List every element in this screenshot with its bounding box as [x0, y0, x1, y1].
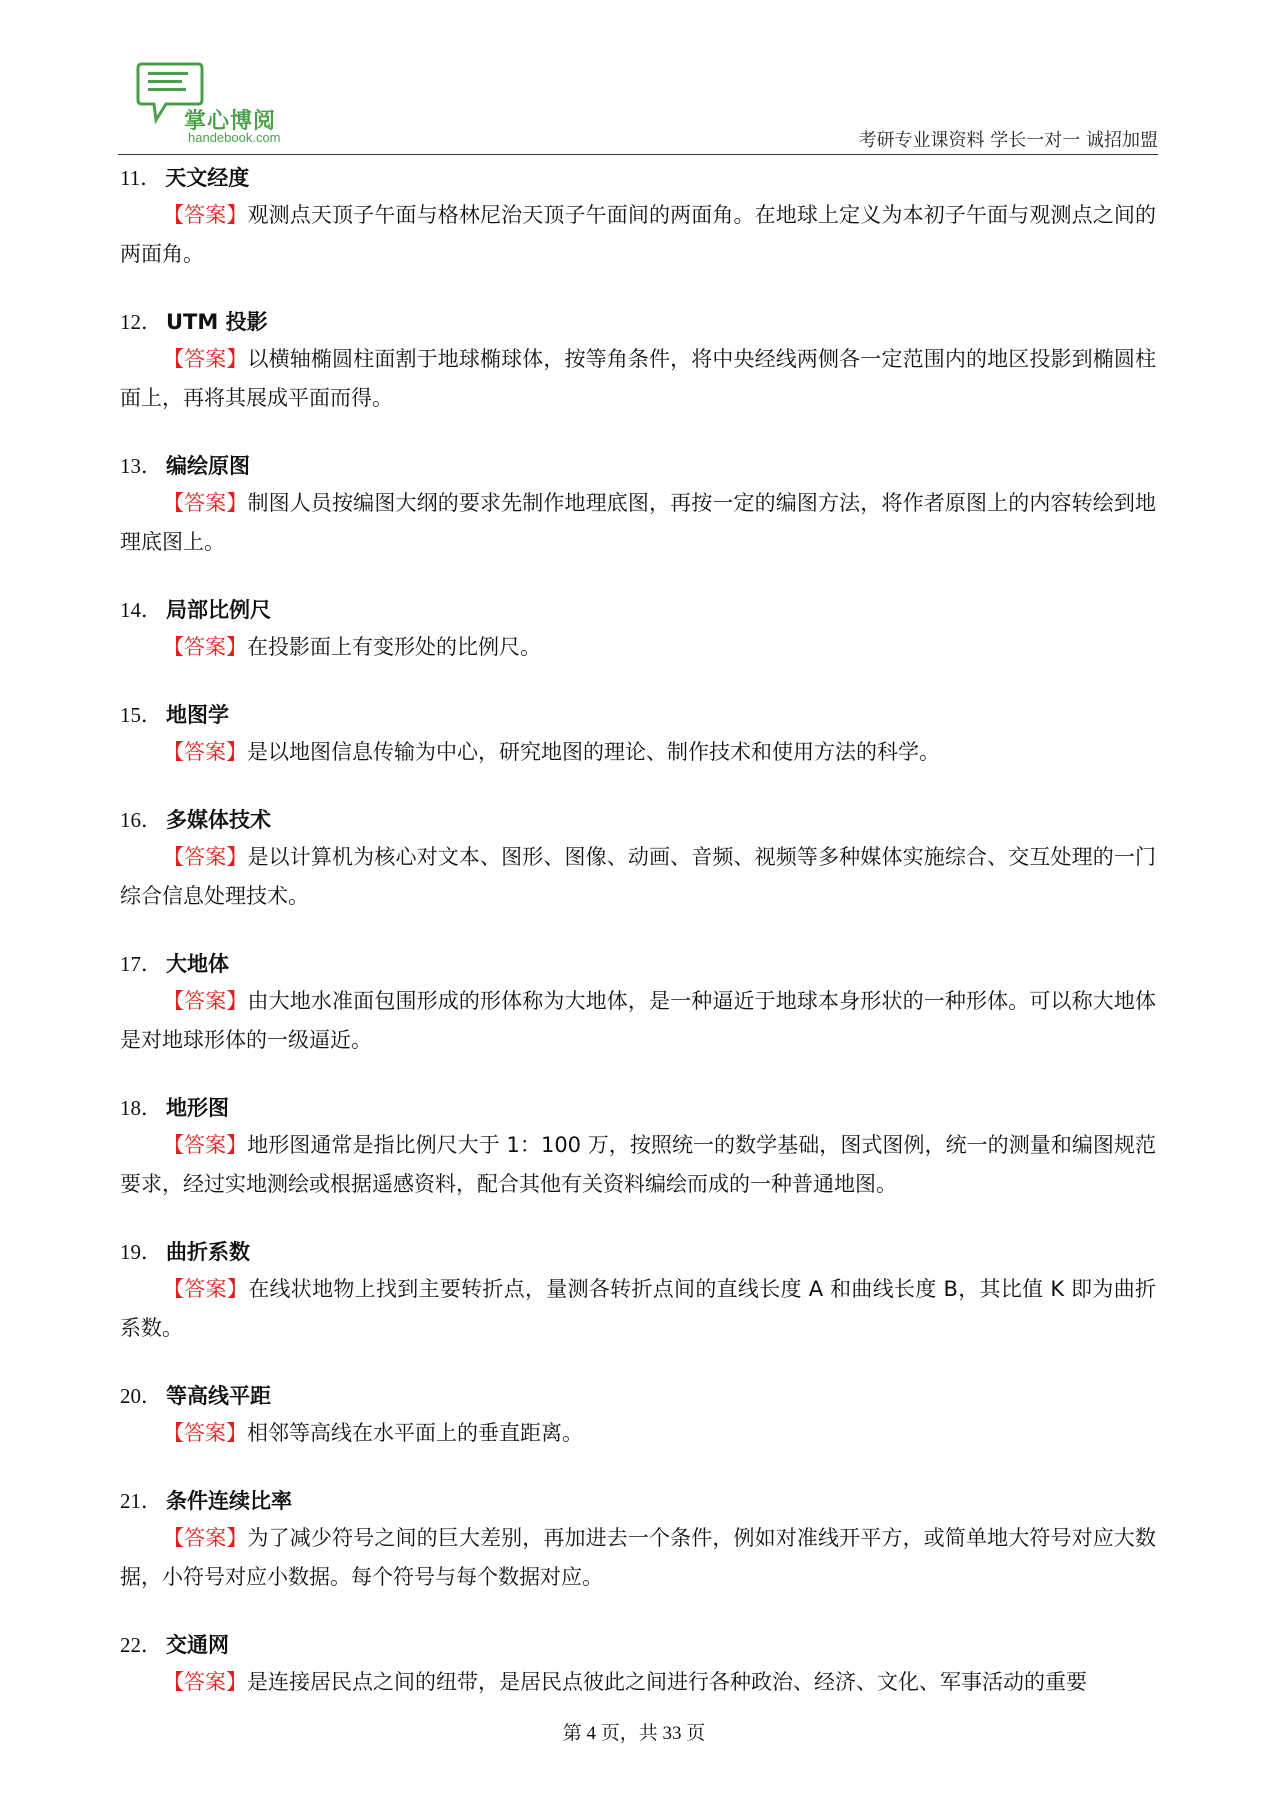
- glossary-entry: [120, 1090, 1156, 1204]
- entry-term-text: 等高线平距: [166, 1384, 271, 1408]
- entry-answer: [120, 340, 1156, 418]
- answer-text: 地形图通常是指比例尺大于 1：100 万，按照统一的数学基础，图式图例，统一的测量和编图规范要求，经过实地测绘或根据遥感资料，配合其他有关资料编绘而成的一种普通地图。: [120, 1133, 1157, 1196]
- entry-term: [120, 160, 1156, 196]
- entry-term-text: UTM 投影: [166, 310, 268, 334]
- glossary-entry: [120, 697, 1156, 772]
- entry-answer: [120, 1126, 1156, 1204]
- answer-text: 在投影面上有变形处的比例尺。: [247, 635, 541, 659]
- entry-term-text: 天文经度: [165, 166, 250, 190]
- answer-tag: 【答案】: [163, 1421, 247, 1445]
- answer-tag: 【答案】: [163, 491, 248, 515]
- entry-number: 19．: [120, 1240, 162, 1264]
- entry-term: [120, 697, 1156, 733]
- answer-tag: 【答案】: [163, 1526, 248, 1550]
- glossary-content: [120, 160, 1156, 1732]
- answer-text: 在线状地物上找到主要转折点，量测各转折点间的直线长度 A 和曲线长度 B，其比值 K 即为曲折系数。: [120, 1277, 1157, 1340]
- entry-term-text: 地图学: [166, 703, 229, 727]
- answer-text: 观测点天顶子午面与格林尼治天顶子午面间的两面角。在地球上定义为本初子午面与观测点之间的两面角。: [120, 203, 1157, 266]
- glossary-entry: [120, 946, 1156, 1060]
- entry-answer: [120, 733, 1156, 772]
- glossary-entry: [120, 1483, 1156, 1597]
- header-divider: [118, 154, 1158, 155]
- entry-number: 11．: [120, 166, 162, 190]
- handebook-logo: [136, 60, 336, 150]
- glossary-entry: [120, 592, 1156, 667]
- entry-answer: [120, 838, 1156, 916]
- entry-term-text: 编绘原图: [166, 454, 250, 478]
- answer-text: 由大地水准面包围形成的形体称为大地体，是一种逼近于地球本身形状的一种形体。可以称大地体是对地球形体的一级逼近。: [120, 989, 1157, 1052]
- entry-term: [120, 1483, 1156, 1519]
- logo-url: handebook.com: [188, 130, 281, 145]
- entry-answer: [120, 1414, 1156, 1453]
- entry-answer: [120, 1270, 1156, 1348]
- entry-term: [120, 1090, 1156, 1126]
- entry-number: 17．: [120, 952, 162, 976]
- answer-tag: 【答案】: [163, 845, 248, 869]
- entry-number: 16．: [120, 808, 162, 832]
- answer-tag: 【答案】: [163, 347, 248, 371]
- answer-tag: 【答案】: [163, 1277, 249, 1301]
- answer-text: 是以地图信息传输为中心，研究地图的理论、制作技术和使用方法的科学。: [247, 740, 940, 764]
- entry-term-text: 条件连续比率: [166, 1489, 292, 1513]
- entry-term: [120, 802, 1156, 838]
- answer-tag: 【答案】: [163, 203, 248, 227]
- entry-answer: [120, 982, 1156, 1060]
- glossary-entry: [120, 1627, 1156, 1702]
- header-tagline: 考研专业课资料 学长一对一 诚招加盟: [858, 130, 1158, 151]
- entry-number: 12．: [120, 310, 162, 334]
- entry-number: 15．: [120, 703, 162, 727]
- entry-term-text: 交通网: [166, 1633, 229, 1657]
- entry-term-text: 大地体: [166, 952, 229, 976]
- answer-text: 是以计算机为核心对文本、图形、图像、动画、音频、视频等多种媒体实施综合、交互处理的一门综合信息处理技术。: [120, 845, 1157, 908]
- logo-name: 掌心博阅: [184, 109, 277, 134]
- answer-text: 为了减少符号之间的巨大差别，再加进去一个条件，例如对准线开平方，或简单地大符号对应大数据，小符号对应小数据。每个符号与每个数据对应。: [120, 1526, 1157, 1589]
- answer-tag: 【答案】: [163, 635, 247, 659]
- answer-text: 制图人员按编图大纲的要求先制作地理底图，再按一定的编图方法，将作者原图上的内容转绘到地理底图上。: [120, 491, 1157, 554]
- glossary-entry: [120, 1378, 1156, 1453]
- page-header: [118, 60, 1158, 156]
- entry-term: [120, 448, 1156, 484]
- answer-text: 相邻等高线在水平面上的垂直距离。: [247, 1421, 583, 1445]
- entry-answer: [120, 1663, 1156, 1702]
- answer-text: 是连接居民点之间的纽带，是居民点彼此之间进行各种政治、经济、文化、军事活动的重要: [247, 1670, 1087, 1694]
- entry-term: [120, 946, 1156, 982]
- answer-tag: 【答案】: [163, 740, 247, 764]
- entry-term-text: 多媒体技术: [166, 808, 271, 832]
- entry-number: 21．: [120, 1489, 162, 1513]
- answer-tag: 【答案】: [163, 989, 248, 1013]
- entry-answer: [120, 484, 1156, 562]
- entry-answer: [120, 196, 1156, 274]
- entry-term: [120, 1378, 1156, 1414]
- entry-number: 22．: [120, 1633, 162, 1657]
- answer-tag: 【答案】: [163, 1133, 248, 1157]
- glossary-entry: [120, 160, 1156, 274]
- entry-number: 18．: [120, 1096, 162, 1120]
- entry-term-text: 地形图: [166, 1096, 229, 1120]
- answer-tag: 【答案】: [163, 1670, 247, 1694]
- entry-term: [120, 1234, 1156, 1270]
- entry-term: [120, 304, 1156, 340]
- glossary-entry: [120, 802, 1156, 916]
- entry-term: [120, 592, 1156, 628]
- entry-term-text: 局部比例尺: [166, 598, 271, 622]
- page-number: 第 4 页，共 33 页: [562, 1723, 706, 1744]
- entry-number: 13．: [120, 454, 162, 478]
- entry-term: [120, 1627, 1156, 1663]
- entry-answer: [120, 1519, 1156, 1597]
- entry-answer: [120, 628, 1156, 667]
- glossary-entry: [120, 448, 1156, 562]
- glossary-entry: [120, 1234, 1156, 1348]
- entry-term-text: 曲折系数: [166, 1240, 250, 1264]
- entry-number: 20．: [120, 1384, 162, 1408]
- glossary-entry: [120, 304, 1156, 418]
- answer-text: 以横轴椭圆柱面割于地球椭球体，按等角条件，将中央经线两侧各一定范围内的地区投影到椭圆柱面上，再将其展成平面而得。: [120, 347, 1157, 410]
- entry-number: 14．: [120, 598, 162, 622]
